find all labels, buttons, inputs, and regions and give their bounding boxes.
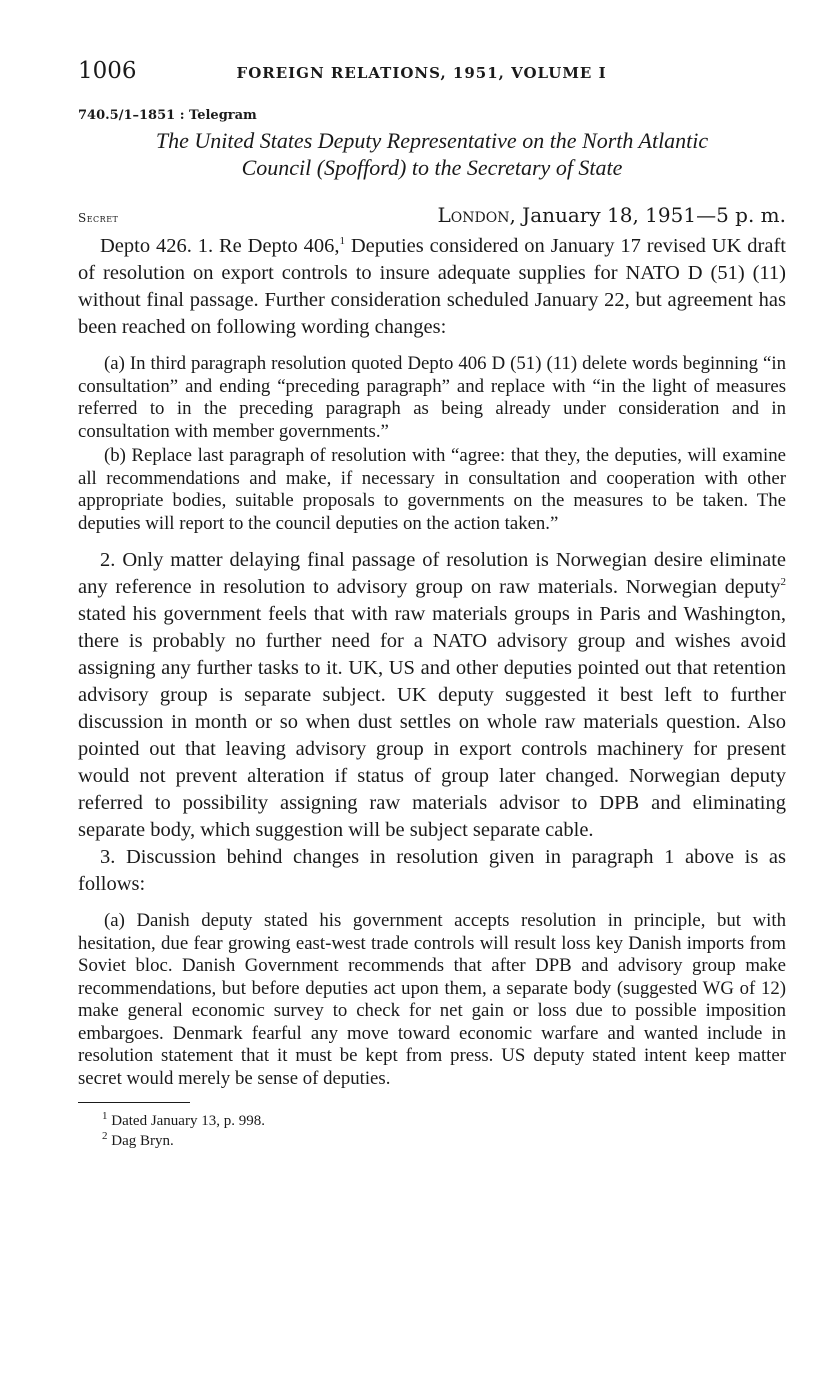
classification-label: Secret xyxy=(78,211,119,225)
document-heading-line-1: The United States Deputy Representative on the North Atlantic xyxy=(155,128,709,153)
subparagraph-1b: (b) Replace last paragraph of resolution with “agree: that they, the deputies, will examine all recommendations and make, if necessary in consultation and cooperation with other appropriate bodies, suitable proposals to governments on the measures to be taken. The deputies will report to the council deputies on the action taken.” xyxy=(78,445,786,534)
paragraph-1-start: Depto 426. 1. Re Depto 406, xyxy=(100,235,340,257)
document-heading-line-2: Council (Spofford) to the Secretary of State xyxy=(241,155,623,180)
footnote-2-mark: 2 xyxy=(102,1130,108,1142)
footnotes xyxy=(78,1111,786,1151)
document-page xyxy=(78,58,786,1151)
footnote-divider xyxy=(78,1102,190,1103)
footnote-2-text: Dag Bryn. xyxy=(111,1133,174,1149)
footnote-1 xyxy=(102,1111,786,1131)
dateline-row xyxy=(78,203,786,227)
dateline-place: London, xyxy=(437,203,516,227)
footnote-1-text: Dated January 13, p. 998. xyxy=(111,1113,265,1129)
dateline xyxy=(437,203,786,227)
paragraph-1-rest: Deputies considered on January 17 revised UK draft of resolution on export controls to insure adequate supplies for NATO D (51) (11) without final passage. Further consideration scheduled January 22, but agreement has been reached on following wording changes: xyxy=(78,235,786,338)
paragraph-2-start: 2. Only matter delaying final passage of resolution is Norwegian desire eliminate any reference in resolution to advisory group on raw materials. Norwegian deputy xyxy=(78,549,786,598)
subparagraph-3a: (a) Danish deputy stated his government accepts resolution in principle, but with hesitation, due fear growing east-west trade controls will result loss key Danish imports from Soviet bloc. Danish Government recommends that after DPB and advisory group make recommendations, but before deputies act upon them, a separate body (suggested WG of 12) make general economic survey to check for net gain or loss due to possible imposition embargoes. Denmark fearful any move toward economic warfare and wanted include in resolution statement that it must be kept from press. US deputy stated intent keep matter secret would merely be sense of deputies. xyxy=(78,910,786,1089)
paragraph-2-rest: stated his government feels that with raw materials groups in Paris and Washington, there is probably no further need for a NATO advisory group and wishes avoid assigning any further tasks to it. UK, US and other deputies pointed out that retention advisory group is separate subject. UK deputy suggested it best left to further discussion in month or so when dust settles on whole raw materials question. Also pointed out that leaving advisory group in export controls machinery for present would not prevent alteration if status of group later changed. Norwegian deputy referred to possibility assigning raw materials advisor to DPB and eliminating separate body, which suggestion will be subject separate cable. xyxy=(78,603,786,841)
paragraph-2 xyxy=(78,547,786,844)
subparagraph-1a: (a) In third paragraph resolution quoted Depto 406 D (51) (11) delete words beginning “in consultation” and ending “preceding paragraph” and replace with “in the light of measures referred to in the preceding paragraph as being already under consideration and in consultation with member governments.” xyxy=(78,353,786,442)
dateline-date: January 18, 1951—5 p. m. xyxy=(522,203,786,227)
footnote-1-mark: 1 xyxy=(102,1110,108,1122)
running-head xyxy=(78,58,786,98)
footnote-2 xyxy=(102,1131,786,1151)
footnote-ref-1: 1 xyxy=(339,235,345,248)
page-number: 1006 xyxy=(78,58,137,84)
footnote-ref-2: 2 xyxy=(780,576,786,589)
paragraph-3: 3. Discussion behind changes in resolution given in paragraph 1 above is as follows: xyxy=(78,846,786,895)
document-reference: 740.5/1–1851 : Telegram xyxy=(78,108,257,123)
document-heading xyxy=(78,127,786,181)
paragraph-1 xyxy=(78,233,786,341)
running-title: FOREIGN RELATIONS, 1951, VOLUME I xyxy=(236,64,607,82)
